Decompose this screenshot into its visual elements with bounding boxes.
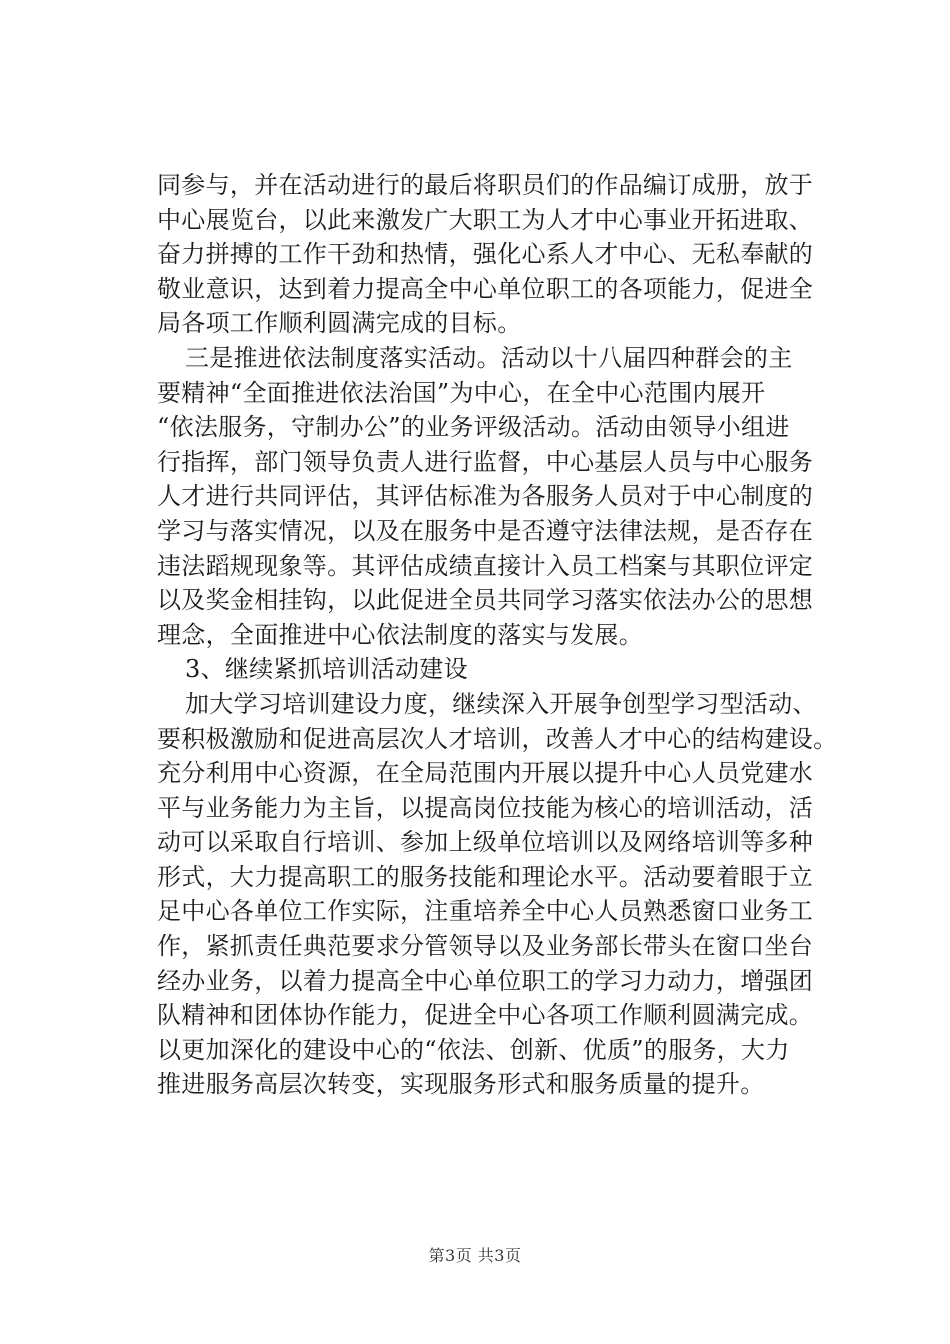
text-line: 动可以采取自行培训、参加上级单位培训以及网络培训等多种	[157, 828, 814, 857]
text-line: 奋力拼搏的工作干劲和热情，强化心系人才中心、无私奉献的	[157, 240, 814, 269]
text-line: 以更加深化的建设中心的“依法、创新、优质”的服务，大力	[157, 1035, 790, 1064]
text-line: 人才进行共同评估，其评估标准为各服务人员对于中心制度的	[157, 482, 814, 511]
text-line: 推进服务高层次转变，实现服务形式和服务质量的提升。	[157, 1070, 765, 1099]
text-line: 学习与落实情况，以及在服务中是否遵守法律法规，是否存在	[157, 516, 814, 545]
text-line: 理念，全面推进中心依法制度的落实与发展。	[157, 620, 643, 649]
text-line: 同参与，并在活动进行的最后将职员们的作品编订成册，放于	[157, 171, 814, 199]
text-line: 平与业务能力为主旨，以提高岗位技能为核心的培训活动，活	[157, 793, 814, 822]
text-line: 充分利用中心资源，在全局范围内开展以提升中心人员党建水	[157, 759, 814, 788]
document-body	[157, 168, 857, 1102]
text-line: 以及奖金相挂钩，以此促进全员共同学习落实依法办公的思想	[157, 586, 814, 615]
text-line: 队精神和团体协作能力，促进全中心各项工作顺利圆满完成。	[157, 1001, 814, 1030]
text-line: 3、继续紧抓培训活动建设	[185, 655, 468, 684]
page-footer: 第3页 共3页	[428, 1246, 522, 1265]
text-line: 形式，大力提高职工的服务技能和理论水平。活动要着眼于立	[157, 862, 814, 891]
text-line: 要精神“全面推进依法治国”为中心，在全中心范围内展开	[157, 378, 766, 407]
text-line: 要积极激励和促进高层次人才培训，改善人才中心的结构建设。	[157, 724, 838, 753]
text-line: 作，紧抓责任典范要求分管领导以及业务部长带头在窗口坐台	[157, 932, 814, 961]
text-line: “依法服务，守制办公”的业务评级活动。活动由领导小组进	[157, 413, 790, 442]
text-line: 行指挥，部门领导负责人进行监督，中心基层人员与中心服务	[157, 447, 814, 476]
text-line: 加大学习培训建设力度，继续深入开展争创型学习型活动、	[185, 689, 817, 718]
text-line: 经办业务，以着力提高全中心单位职工的学习力动力，增强团	[157, 966, 814, 995]
text-line: 足中心各单位工作实际，注重培养全中心人员熟悉窗口业务工	[157, 897, 814, 926]
text-line: 违法蹈规现象等。其评估成绩直接计入员工档案与其职位评定	[157, 551, 814, 580]
text-line: 三是推进依法制度落实活动。活动以十八届四种群会的主	[185, 343, 793, 372]
text-line: 敬业意识，达到着力提高全中心单位职工的各项能力，促进全	[157, 274, 814, 303]
text-line: 局各项工作顺利圆满完成的目标。	[157, 309, 522, 338]
text-line: 中心展览台，以此来激发广大职工为人才中心事业开拓进取、	[157, 205, 814, 234]
